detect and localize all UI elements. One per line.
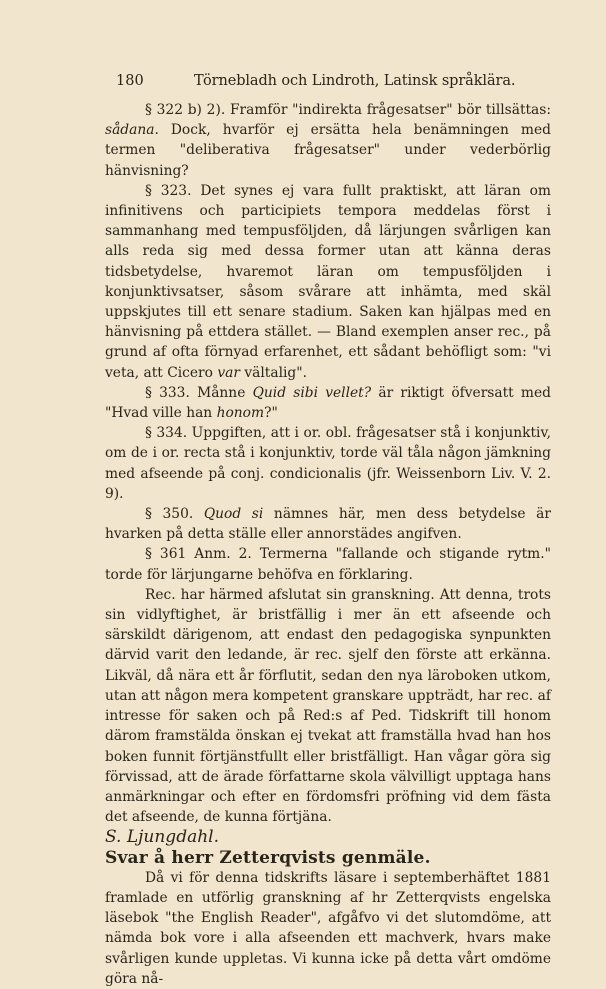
- paragraph-p4: [105, 423, 551, 504]
- closing-paragraph: Då vi för denna tidskrifts läsare i septemberhäftet 1881 framlade en utförlig granskning af hr Zetterqvists engelska läsebok "the English Reader", afgåfvo vi det slutomdöme, att nämda bok vore i alla afseenden ett machverk, hvars make svårligen kunde uppletas. Vi kunna icke på detta vårt omdöme göra nå-: [105, 869, 551, 987]
- italic-text: sådana: [105, 122, 155, 139]
- italic-text: honom: [216, 405, 265, 422]
- text-run: Rec. har härmed afslutat sin granskning. Att denna, trots sin vidlyftighet, är bristfällig i mer än ett afseende och särskildt därigenom, att endast den pedagogiska synpunkten därvid varit den ledande, är rec. sjelf den förste att erkänna. Likväl, då nära ett år förflutit, sedan den nya läroboken utkom, utan att någon mera kompetent granskare uppträdt, har rec. af intresse för saken och på Red:s af Ped. Tidskrift till honom därom framstälda önskan ej tvekat att framställa hvad han hos boken funnit förtjänstfullt eller bristfälligt. Han vågar göra sig förvissad, att de ärade författarne skola välvilligt upptaga hans anmärkningar och efter en fördomsfri pröfning vid dem fästa det afseende, de kunna förtjäna.: [105, 586, 551, 826]
- text-run: är riktigt öfversatt med "Hvad ville han: [105, 384, 551, 422]
- paragraph-p3: [105, 383, 551, 423]
- page-body: [105, 100, 551, 989]
- text-run: § 333. Månne: [145, 384, 253, 401]
- paragraph-p1: [105, 100, 551, 181]
- text-run: vältalig".: [239, 364, 307, 381]
- section-title: Svar å herr Zetterqvists genmäle.: [105, 847, 431, 868]
- text-run: § 322 b) 2). Framför "indirekta frågesatser" bör tillsättas:: [145, 102, 551, 118]
- text-run: § 350.: [145, 506, 204, 523]
- review-paragraphs: [105, 100, 551, 827]
- text-run: . Dock, hvarför ej ersätta hela benämningen med termen "deliberativa frågesatser" under vederbörlig hänvisning?: [105, 122, 551, 179]
- text-run: § 323. Det synes ej vara fullt praktiskt, att läran om infinitivens och participiets tempora meddelas först i sammanhang med tempusföljden, då lärjungen svårligen kan alls reda sig med dessa former utan att känna deras tidsbetydelse, hvaremot läran om tempusföljden i konjunktivsatser, såsom svårare att inhämta, med skäl uppskjutes till ett senare stadium. Saken kan hjälpas med en hänvisning på ettdera stället. — Bland exemplen anser rec., på grund af ofta förnyad erfarenhet, ett sådant behöfligt som: "vi veta, att Cicero: [105, 182, 551, 381]
- paragraph-p7: [105, 585, 551, 827]
- text-run: ?": [264, 405, 278, 422]
- paragraph-p6: [105, 544, 551, 584]
- text-run: § 334. Uppgiften, att i or. obl. frågesatser stå i konjunktiv, om de i or. recta stå i konjunktiv, torde väl tåla någon jämkning med afseende på conj. condicionalis (jfr. Weissenborn Liv. V. 2. 9).: [105, 425, 551, 502]
- page-number: 180: [116, 73, 144, 89]
- italic-text: Quod si: [203, 506, 264, 523]
- italic-text: var: [217, 364, 240, 381]
- signature: S. Ljungdahl.: [105, 827, 219, 848]
- paragraph-p5: [105, 504, 551, 544]
- text-run: § 361 Anm. 2. Termerna "fallande och stigande rytm." torde för lärjungarne behöfva en förklaring.: [105, 546, 551, 583]
- paragraph-p2: [105, 181, 551, 383]
- running-title: Törnebladh och Lindroth, Latinsk språklära.: [194, 73, 516, 89]
- text-run: nämnes här, men dess betydelse är hvarken på detta ställe eller annorstädes angifven.: [105, 506, 552, 543]
- italic-text: Quid sibi vellet?: [252, 384, 372, 401]
